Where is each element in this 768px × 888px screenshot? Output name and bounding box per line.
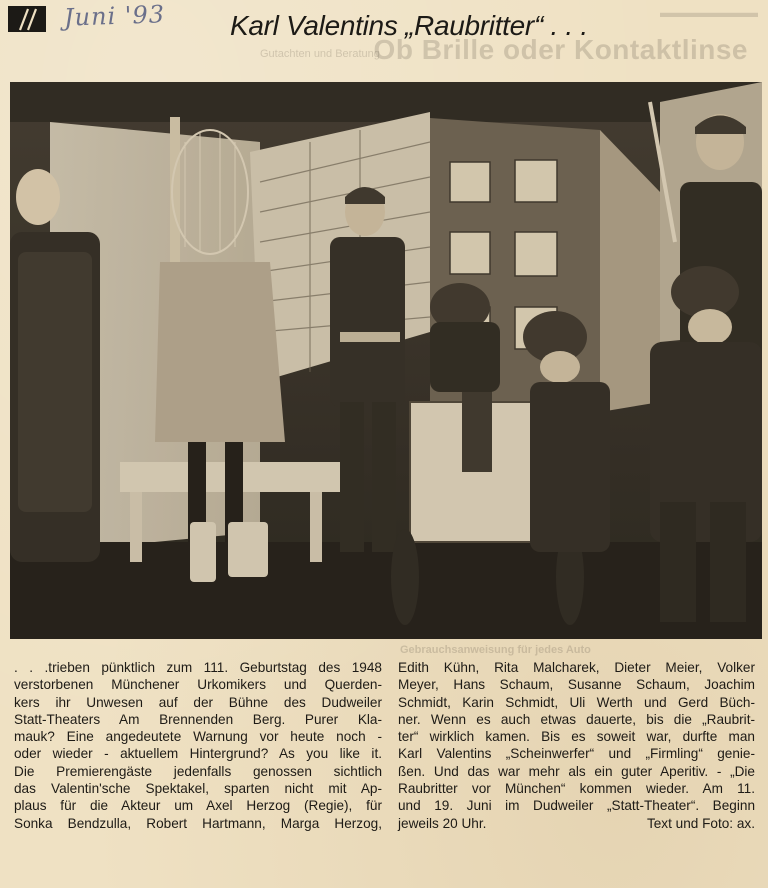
photo-credit: Text und Foto: ax. — [646, 815, 755, 831]
article-final-row — [398, 815, 755, 832]
article-line: oder wieder - aktuellem Hintergrund? As you like it. — [14, 746, 382, 762]
article-line: und 19. Juni im Dudweiler „Statt-Theater“. Beginn — [398, 798, 755, 814]
article-line: Meyer, Hans Schaum, Susanne Schaum, Joachim — [398, 677, 755, 693]
bleed-through-headline: Ob Brille oder Kontaktlinse — [373, 34, 748, 65]
article-line: Karl Valentins „Scheinwerfer“ und „Firmling“ genie- — [398, 746, 755, 762]
article-line: ter“ wirklich kamen. Bis es soweit war, durfte man — [398, 729, 755, 745]
article-line: Edith Kühn, Rita Malcharek, Dieter Meier, Volker — [398, 660, 755, 675]
bleed-through-top-right: ▬▬▬▬▬▬▬ — [660, 4, 758, 20]
article-line: kers ihr Unwesen auf der Bühne des Dudweiler — [14, 694, 382, 710]
article-line: das Valentin'sche Spektakel, sparten nicht mit Ap- — [14, 781, 382, 797]
article-line: Raubritter vor München“ kommen wieder. Am 11. — [398, 781, 755, 797]
article-line: Schmidt, Karin Schmidt, Uli Werth und Gerd Büch- — [398, 694, 755, 710]
article-line: mauk? Eine angedeutete Warnung vor heute noch - — [14, 729, 382, 745]
article-line: Die Premierengäste jedenfalls genossen sichtlich — [14, 763, 382, 779]
newspaper-logo-icon — [8, 6, 46, 32]
handwritten-date: Juni '93 — [63, 0, 166, 32]
article-column-left — [14, 659, 382, 832]
article-line: Sonka Bendzulla, Robert Hartmann, Marga Herzog, — [14, 815, 382, 831]
article-line: ßen. Und das war mehr als ein guter Aperitiv. - „Die — [398, 763, 755, 779]
article-final-line: jeweils 20 Uhr. — [398, 815, 487, 831]
article-line: Statt-Theaters Am Brennenden Berg. Purer Kla- — [14, 711, 382, 727]
bleed-through-small: Gutachten und Beratung — [260, 48, 380, 60]
article-line: . . .trieben pünktlich zum 111. Geburtstag des 1948 — [14, 660, 382, 675]
article-line: plaus für die Akteur um Axel Herzog (Regie), für — [14, 798, 382, 814]
article-line: verstorbenen Münchener Urkomikers und Querden- — [14, 677, 382, 693]
article-column-right — [398, 659, 755, 832]
article-line: ner. Wenn es auch etwas dauerte, bis die „Raubrit- — [398, 711, 755, 727]
article-headline: Karl Valentins „Raubritter“ . . . — [230, 10, 588, 41]
bleed-through-caption: Gebrauchsanweisung für jedes Auto — [400, 644, 591, 656]
theater-stage-photo — [10, 82, 762, 639]
